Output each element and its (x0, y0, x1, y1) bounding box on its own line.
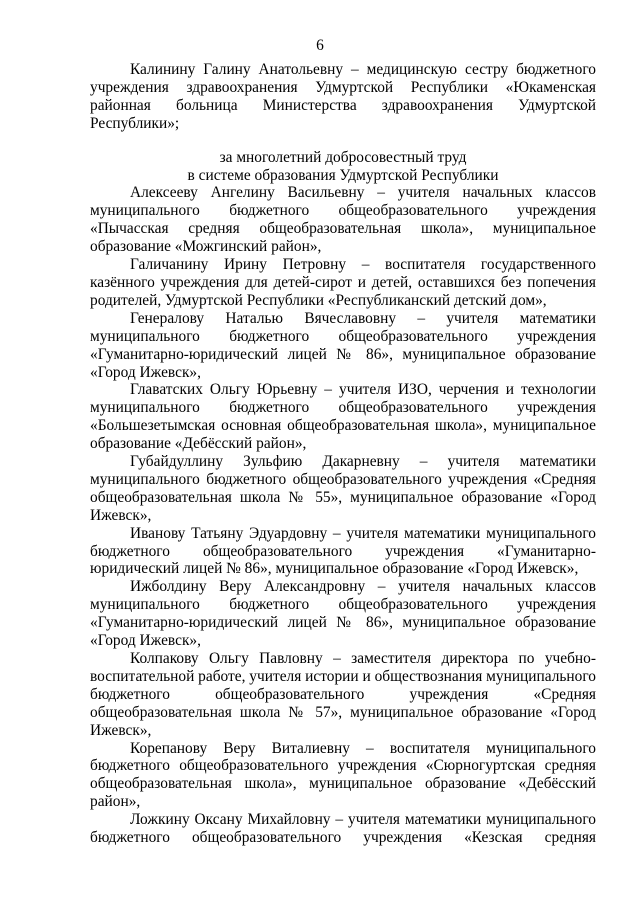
award-paragraph: Иванову Татьяну Эдуардовну – учителя математики муниципального бюджетного общеобразовательного учреждения «Гуманитарно-юридический лицей № 86», муниципальное образование «Город Ижевск», (90, 524, 596, 578)
award-paragraph: Алексееву Ангелину Васильевну – учителя начальных классов муниципального бюджетного общеобразовательного учреждения «Пычасская средняя общеобразовательная школа», муниципальное образование «Можгинский район», (90, 184, 596, 256)
section-heading (90, 149, 596, 185)
intro-paragraph: Калинину Галину Анатольевну – медицинскую сестру бюджетного учреждения здравоохранения Удмуртской Республики «Юкаменская районная больница Министерства здравоохранения Удмуртской Республики»; (90, 61, 596, 132)
section-heading-line-1: за многолетний добросовестный труд (219, 148, 467, 166)
award-paragraph: Генералову Наталью Вячеславовну – учителя математики муниципального бюджетного общеобразовательного учреждения «Гуманитарно-юридический лицей № 86», муниципальное образование «Город Ижевск», (90, 309, 596, 381)
section-heading-line-2: в системе образования Удмуртской Республики (187, 166, 499, 184)
award-paragraph: Главатских Ольгу Юрьевну – учителя ИЗО, черчения и технологии муниципального бюджетного общеобразовательного учреждения «Большезетымская основная общеобразовательная школа», муниципальное образование «Дебёсский район», (90, 381, 596, 453)
page-number: 6 (316, 37, 324, 54)
award-paragraph: Ижболдину Веру Александровну – учителя начальных классов муниципального бюджетного общеобразовательного учреждения «Гуманитарно-юридический лицей № 86», муниципальное образование «Город Ижевск», (90, 578, 596, 650)
award-paragraph: Галичанину Ирину Петровну – воспитателя государственного казённого учреждения для детей-сирот и детей, оставшихся без попечения родителей, Удмуртской Республики «Республиканский детский дом», (90, 256, 596, 309)
document-body (90, 61, 596, 847)
award-paragraph: Корепанову Веру Виталиевну – воспитателя муниципального бюджетного общеобразовательного учреждения «Сюрногуртская средняя общеобразовательная школа», муниципальное образование «Дебёсский район», (90, 739, 596, 811)
award-paragraph: Ложкину Оксану Михайловну – учителя математики муниципального бюджетного общеобразовательного учреждения «Кезская средняя (90, 811, 596, 847)
award-paragraph: Губайдуллину Зульфию Дакарневну – учителя математики муниципального бюджетного общеобразовательного учреждения «Средняя общеобразовательная школа № 55», муниципальное образование «Город Ижевск», (90, 453, 596, 524)
award-paragraph: Колпакову Ольгу Павловну – заместителя директора по учебно-воспитательной работе, учителя истории и обществознания муниципального бюджетного общеобразовательного учреждения «Средняя общеобразовательная школа № 57», муниципальное образование «Город Ижевск», (90, 650, 596, 739)
